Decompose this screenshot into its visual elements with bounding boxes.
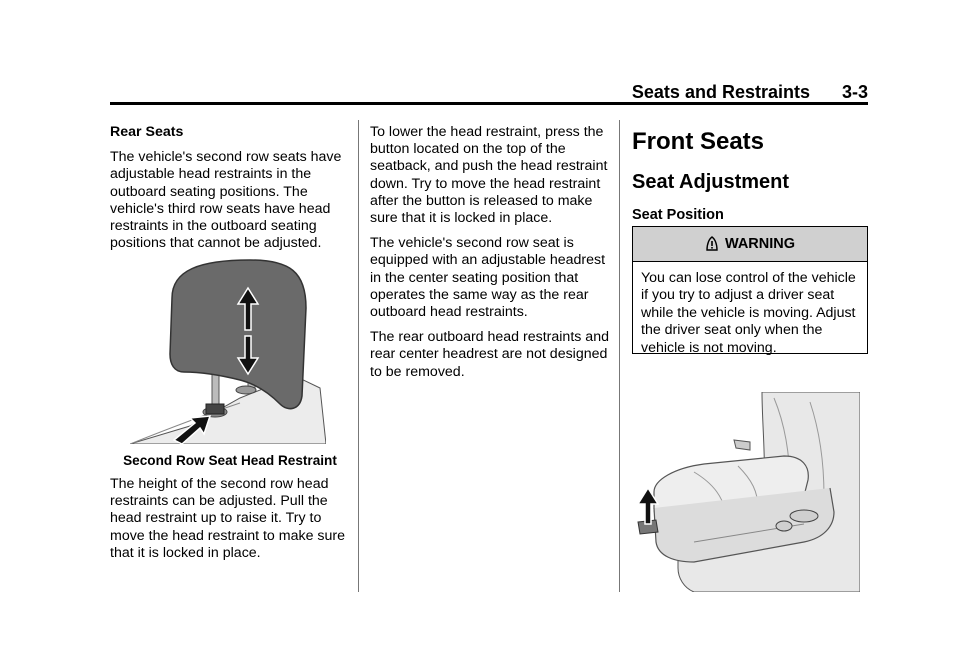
front-seats-heading: Front Seats — [632, 128, 765, 155]
column-divider-left — [358, 120, 359, 592]
center-headrest-paragraph: The vehicle's second row seat is equipped with an adjustable headrest in the center seating position that operates the same way as the rear outboard head restraints. — [370, 235, 606, 321]
figure-caption: Second Row Seat Head Restraint — [123, 453, 337, 468]
head-restraint-illustration — [130, 258, 326, 444]
warning-text: You can lose control of the vehicle if you try to adjust a driver seat while the vehicle is moving. Adjust the driver seat only when the vehicle is not moving. — [641, 270, 856, 356]
left-column-lower — [110, 476, 350, 562]
page-number: 3-3 — [841, 82, 868, 102]
rear-seats-paragraph: The vehicle's second row seats have adjustable head restraints in the outboard seating positions. The vehicle's third row seats have head restraints in the outboard seating positions that cannot be adjusted. — [110, 149, 342, 252]
warning-header — [633, 227, 867, 262]
chapter-title: Seats and Restraints — [631, 82, 810, 102]
warning-triangle-icon — [705, 236, 719, 252]
left-column — [110, 124, 350, 260]
column-divider-right — [619, 120, 620, 592]
middle-column — [370, 124, 610, 389]
rear-seats-subheading: Rear Seats — [110, 124, 184, 140]
page-header — [110, 82, 868, 104]
warning-box — [632, 226, 868, 354]
seat-position-heading: Seat Position — [632, 207, 724, 223]
adjust-height-paragraph: The height of the second row head restraints can be adjusted. Pull the head restraint up to raise it. Try to move the head restraint to make sure that it is locked in place. — [110, 476, 346, 561]
seat-adjustment-heading: Seat Adjustment — [632, 171, 790, 193]
lower-restraint-paragraph: To lower the head restraint, press the button located on the top of the seatback, and push the head restraint down. Try to move the head restraint after the button is released to make sure that it is locked in place. — [370, 124, 608, 227]
not-removable-paragraph: The rear outboard head restraints and rear center headrest are not designed to be removed. — [370, 329, 609, 380]
right-column — [632, 124, 868, 234]
warning-title: WARNING — [724, 236, 796, 252]
header-rule — [110, 102, 868, 105]
seat-position-illustration — [634, 392, 860, 592]
